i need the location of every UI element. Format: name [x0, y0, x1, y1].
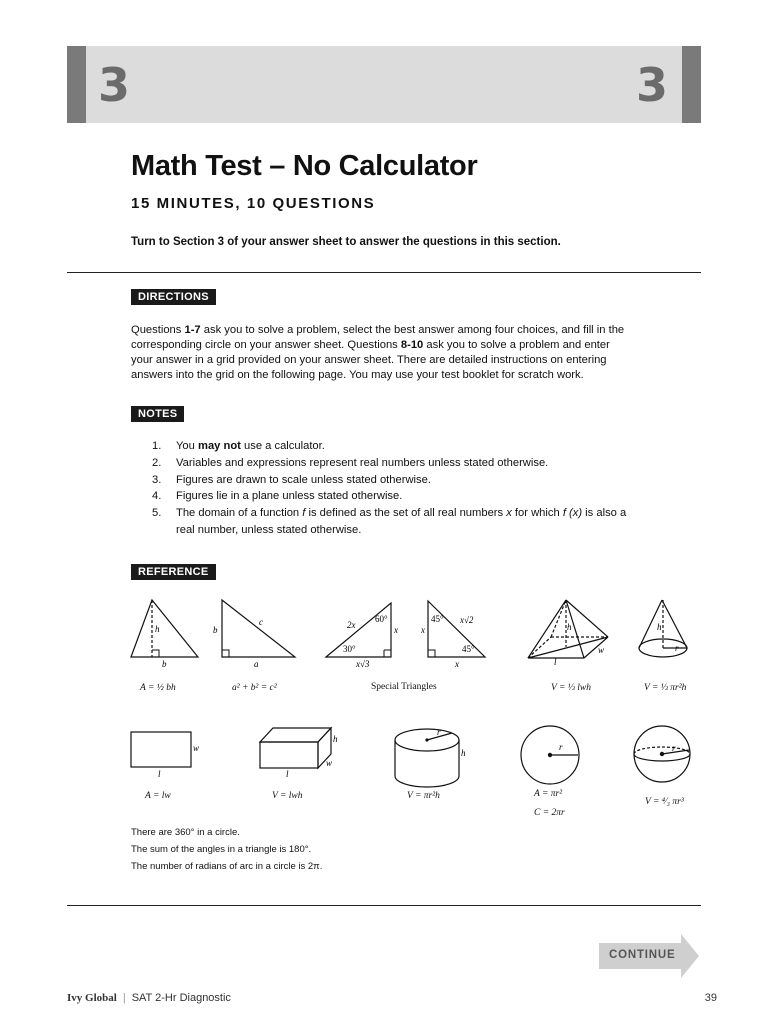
- note-var: f (x): [562, 507, 583, 520]
- label-h: h: [155, 624, 160, 634]
- right-angle-mark: [428, 650, 435, 657]
- label-2x: 2x: [347, 620, 356, 630]
- dir-text-1: Questions: [131, 324, 185, 336]
- formula-cylinder-volume: V = πr²h: [407, 791, 440, 801]
- rectangle-figure: [131, 732, 191, 767]
- label-45-degrees: 45°: [462, 644, 475, 654]
- label-60-degrees: 60°: [375, 614, 388, 624]
- label-h: h: [567, 622, 572, 632]
- note-var: x: [506, 507, 512, 520]
- center-dot: [548, 753, 552, 757]
- reference-tag: REFERENCE: [131, 564, 216, 580]
- formula-rectangle-area: A = lw: [145, 791, 171, 801]
- reference-facts: [131, 824, 322, 875]
- formula-pyramid: V = ⅓ lwh: [551, 683, 592, 693]
- dir-range-1: 1-7: [184, 324, 201, 336]
- label-l: l: [286, 769, 289, 779]
- center-dot: [425, 738, 428, 741]
- note-var: f: [302, 507, 306, 520]
- note-text: Figures lie in a plane unless stated otherwise.: [176, 490, 403, 503]
- dir-range-2: 8-10: [400, 339, 424, 351]
- label-a: a: [254, 659, 259, 669]
- continue-button[interactable]: [599, 934, 699, 978]
- label-r: r: [437, 727, 441, 737]
- label-45-degrees: 45°: [431, 614, 444, 624]
- formula-circle-area: A = πr²: [534, 789, 563, 799]
- fact-item: The number of radians of arc in a circle is 2π.: [131, 861, 323, 872]
- formula-box-volume: V = lwh: [272, 791, 303, 801]
- label-w: w: [598, 645, 605, 655]
- label-x-root3: x√3: [356, 659, 370, 669]
- formula-sphere-volume: V = ⁴⁄₃ πr³: [645, 797, 684, 807]
- label-r: r: [675, 643, 679, 653]
- formula-cone: V = ⅓ πr²h: [644, 683, 687, 693]
- footer-separator: |: [122, 992, 126, 1004]
- triangle-30-60-90: [326, 603, 391, 657]
- right-angle-mark: [222, 650, 229, 657]
- right-triangle-figure: [222, 600, 295, 657]
- triangle-figure: [131, 600, 198, 657]
- divider-bottom: [67, 905, 701, 906]
- cone-side: [662, 600, 687, 648]
- cylinder-figure: [395, 729, 459, 787]
- triangle-30-60-90-shape: [326, 603, 391, 657]
- note-text: is also a real number, unless stated otherwise.: [176, 507, 627, 536]
- dir-text-2: ask you to solve a problem, select the best answer among four choices, and fill in the corresponding circle on your answer sheet. Questions: [131, 324, 625, 351]
- label-c: c: [259, 617, 263, 627]
- label-h: h: [657, 622, 662, 632]
- label-x: x: [455, 659, 459, 669]
- note-text: You: [176, 440, 198, 452]
- footer-brand: Ivy Global: [67, 992, 117, 1004]
- label-h: h: [461, 748, 466, 758]
- special-triangles-label: Special Triangles: [371, 682, 437, 692]
- note-text: The domain of a function: [176, 507, 303, 520]
- note-number: 1.: [152, 440, 162, 452]
- note-emphasis: may not: [198, 440, 241, 452]
- box-figure: [260, 728, 331, 768]
- dir-text-3: ask you to solve a problem and enter your answer in a grid provided on your answer sheet. There are detailed instructions on entering answers into the grid on the following page. You may use your test booklet for scratch work.: [131, 339, 610, 381]
- page-number: 39: [704, 992, 717, 1004]
- cylinder-bottom: [395, 776, 459, 787]
- triangle-45-45-90: [428, 601, 485, 657]
- note-text: for which: [511, 507, 563, 520]
- fact-item: The sum of the angles in a triangle is 180°.: [131, 844, 312, 855]
- note-text: Figures are drawn to scale unless stated otherwise.: [176, 473, 431, 486]
- continue-label: CONTINUE: [609, 949, 676, 961]
- center-dot: [660, 752, 664, 756]
- label-l: l: [554, 657, 557, 667]
- page-title: Math Test – No Calculator: [131, 150, 478, 182]
- directions-tag: DIRECTIONS: [131, 289, 216, 305]
- formula-pythagorean: a² + b² = c²: [232, 683, 277, 693]
- note-number: 4.: [152, 490, 162, 503]
- label-l: l: [158, 769, 161, 779]
- notes-tag: NOTES: [131, 406, 184, 422]
- label-w: w: [193, 743, 200, 753]
- label-b: b: [162, 659, 167, 669]
- page-subtitle: 15 MINUTES, 10 QUESTIONS: [131, 195, 376, 212]
- label-x: x: [421, 625, 425, 635]
- note-text: use a calculator.: [240, 440, 325, 452]
- label-w: w: [326, 758, 333, 768]
- label-b: b: [213, 625, 218, 635]
- formula-triangle-area: A = ½ bh: [140, 683, 176, 693]
- fact-item: There are 360° in a circle.: [131, 827, 240, 838]
- section-number-right: 3: [635, 58, 668, 112]
- note-number: 5.: [152, 507, 162, 520]
- triangle-45-45-90-shape: [428, 601, 485, 657]
- formula-circumference: C = 2πr: [534, 808, 565, 818]
- right-angle-mark: [152, 650, 159, 657]
- note-text: Variables and expressions represent real numbers unless stated otherwise.: [176, 456, 549, 469]
- label-x: x: [394, 625, 398, 635]
- note-number: 3.: [152, 473, 162, 486]
- label-r: r: [559, 742, 563, 752]
- label-h: h: [333, 734, 338, 744]
- triangle-shape: [131, 600, 198, 657]
- footer-test-name: SAT 2-Hr Diagnostic: [131, 992, 231, 1004]
- intro-text: Turn to Section 3 of your answer sheet to answer the questions in this section.: [131, 236, 561, 248]
- label-r: r: [672, 743, 676, 753]
- section-number-left: 3: [98, 58, 131, 112]
- label-x-root2: x√2: [460, 615, 474, 625]
- cone-figure: [639, 600, 687, 657]
- label-30-degrees: 30°: [343, 644, 356, 654]
- right-triangle-shape: [222, 600, 295, 657]
- note-number: 2.: [152, 456, 162, 469]
- box-front: [260, 742, 318, 768]
- note-text: is defined as the set of all real numbers: [305, 507, 507, 520]
- footer: [67, 992, 231, 1004]
